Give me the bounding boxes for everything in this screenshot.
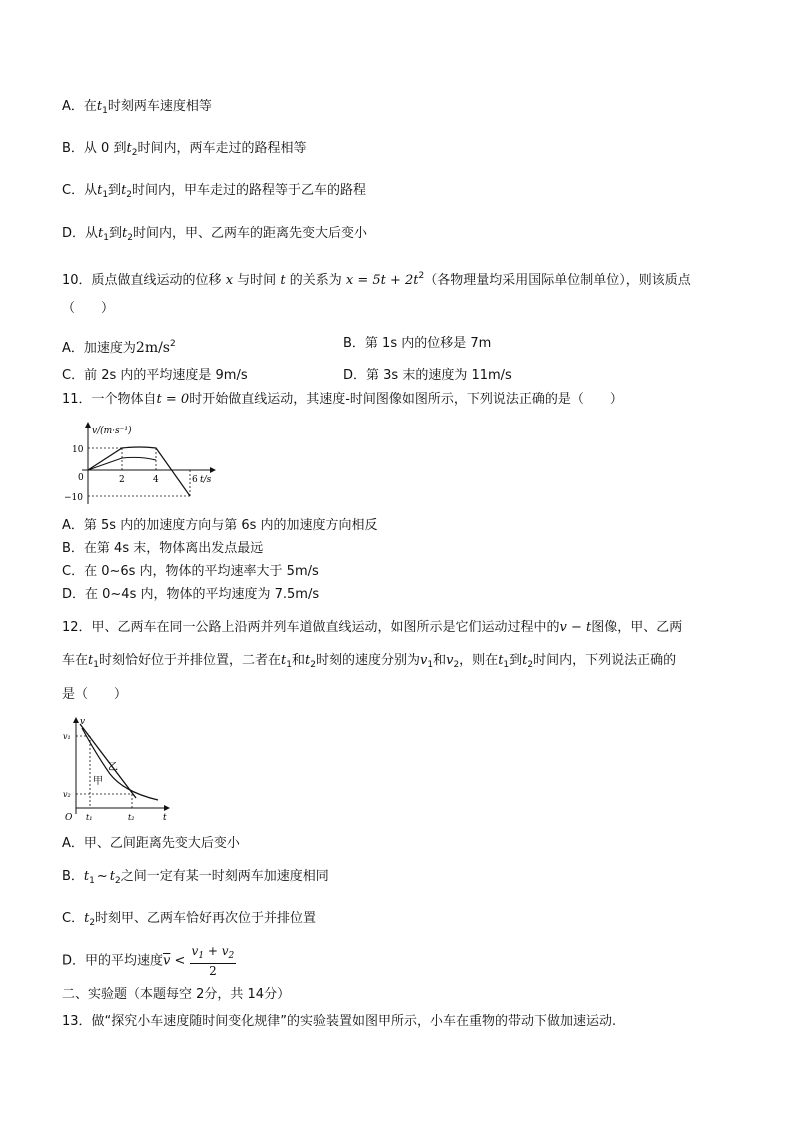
q12-origin: O xyxy=(65,813,73,823)
q12-label-t1: t₁ xyxy=(86,813,93,822)
q12-label-v2: v₂ xyxy=(63,790,71,799)
q10-option-a: A．加速度为$2m/s^2$ xyxy=(62,339,176,356)
q11-vt-graph xyxy=(62,420,222,508)
q11-tick-y-neg10: −10 xyxy=(64,493,83,503)
q9-option-b: B．从 0 到$t_2$时间内，两车走过的路程相等 xyxy=(62,141,307,158)
q12-stem-line2: 车在$t_1$时刻恰好位于并排位置，二者在$t_1$和$t_2$时刻的速度分别为$v_1$和$v_2$，则在$t_1$到$t_2$时间内，下列说法正确的 xyxy=(62,653,677,670)
q12-jia-line xyxy=(80,724,136,798)
q11-tick-x-4: 4 xyxy=(153,475,159,485)
section2-heading: 二、实验题（本题每空 2分，共 14分） xyxy=(62,987,291,1002)
q12-option-b: B．$t_1$ ~ $t_2$之间一定有某一时刻两车加速度相同 xyxy=(62,869,329,886)
q11-tick-x-6: 6 xyxy=(192,475,198,485)
q12-label-jia: 甲 xyxy=(93,776,103,787)
q11-option-c: C．在 0~6s 内，物体的平均速率大于 5m/s xyxy=(62,564,319,579)
q12-fraction: $\frac{v_1 + v_2}{2}$ xyxy=(191,944,235,978)
q11-tick-x-2: 2 xyxy=(119,475,125,485)
q10-option-d: D．第 3s 末的速度为 11m/s xyxy=(343,368,512,383)
q12-yi-curve xyxy=(82,728,158,800)
q11-option-a: A．第 5s 内的加速度方向与第 6s 内的加速度方向相反 xyxy=(62,518,378,533)
q12-label-yi: 乙 xyxy=(108,762,118,773)
q11-y-axis-arrow xyxy=(85,422,91,428)
q12-stem-line1: 12．甲、乙两车在同一公路上沿两并列车道做直线运动，如图所示是它们运动过程中的v − t图像，甲、乙两 xyxy=(62,620,683,635)
q11-velocity-curve xyxy=(88,447,190,496)
q9-option-c: C．从$t_1$到$t_2$时间内，甲车走过的路程等于乙车的路程 xyxy=(62,183,367,200)
q10-stem: 10．质点做直线运动的位移 x 与时间 t 的关系为 $x = 5t + 2t^2$（各物理量均采用国际单位制单位），则该质点 xyxy=(62,271,691,288)
q12-label-t2: t₂ xyxy=(128,813,135,822)
q10-paren: （ ） xyxy=(62,301,115,316)
q9-option-a: A．在$t_1$时刻两车速度相等 xyxy=(62,99,212,116)
q11-option-d: D．在 0~4s 内，物体的平均速度为 7.5m/s xyxy=(62,587,320,602)
q10-option-b: B．第 1s 内的位移是 7m xyxy=(343,336,492,351)
q12-label-v1: v₁ xyxy=(63,732,71,741)
q11-ylabel: v/(m·s⁻¹) xyxy=(92,426,132,436)
q11-stem: 11．一个物体自t = 0时开始做直线运动，其速度-时间图像如图所示，下列说法正确的是（ ） xyxy=(62,392,623,407)
q12-axis-t: t xyxy=(163,813,167,823)
q12-vt-graph xyxy=(62,714,174,824)
q9-option-d: D．从$t_1$到$t_2$时间内，甲、乙两车的距离先变大后变小 xyxy=(62,226,367,243)
q11-tick-origin: 0 xyxy=(78,473,84,483)
q10-option-c: C．前 2s 内的平均速度是 9m/s xyxy=(62,368,248,383)
q11-xlabel: t/s xyxy=(200,475,212,485)
q12-option-c: C．$t_2$时刻甲、乙两车恰好再次位于并排位置 xyxy=(62,911,317,928)
q12-axis-v: v xyxy=(80,717,86,727)
q11-option-b: B．在第 4s 末，物体离出发点最远 xyxy=(62,541,264,556)
q11-tick-y-10: 10 xyxy=(72,445,84,455)
q12-stem-line3: 是（ ） xyxy=(62,687,128,702)
q13-stem: 13．做“探究小车速度随时间变化规律”的实验装置如图甲所示，小车在重物的带动下做加速运动. xyxy=(62,1014,617,1029)
q12-option-d: D．甲的平均速度$\overline{v}$ < $\frac{v_1 + v_2}{2}$ xyxy=(62,944,235,978)
q12-option-a: A．甲、乙间距离先变大后变小 xyxy=(62,836,240,851)
q11-x-axis-arrow xyxy=(210,467,216,473)
